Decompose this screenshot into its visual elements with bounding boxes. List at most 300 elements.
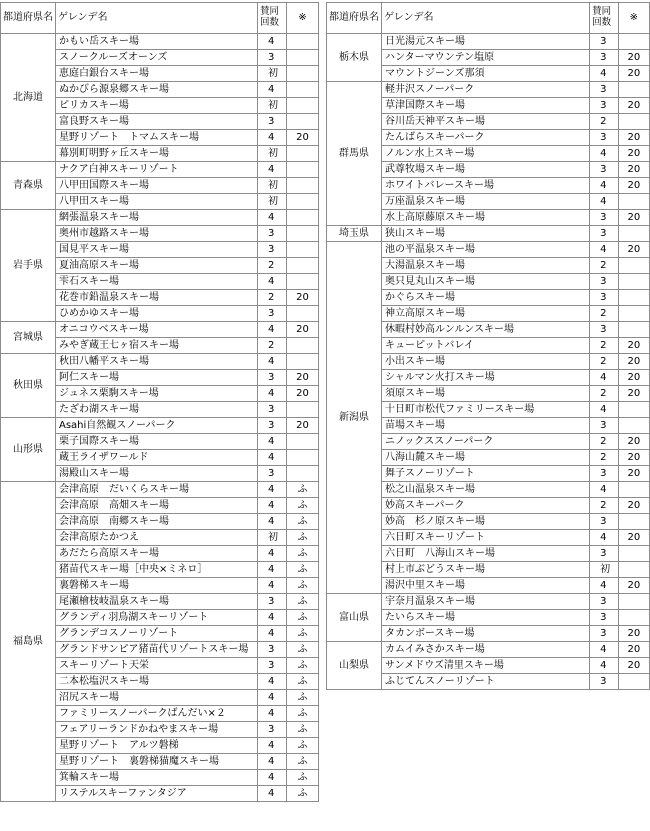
count-cell: 4 — [258, 274, 287, 290]
table-row — [327, 642, 650, 658]
resort-name-cell: 湯殿山スキー場 — [56, 466, 258, 482]
resort-name-cell: グランディ羽鳥湖スキーリゾート — [56, 610, 258, 626]
count-cell: 4 — [258, 770, 287, 786]
note-cell: ふ — [287, 514, 319, 530]
count-cell: 4 — [258, 130, 287, 146]
note-cell: 20 — [287, 370, 319, 386]
note-cell: ふ — [287, 546, 319, 562]
count-cell: 2 — [590, 258, 619, 274]
resort-name-cell: 大湯温泉スキー場 — [382, 258, 590, 274]
count-cell: 3 — [258, 466, 287, 482]
resort-name-cell: ナクア白神スキーリゾート — [56, 162, 258, 178]
note-cell: 20 — [618, 658, 649, 674]
header-count — [590, 3, 619, 34]
note-cell: 20 — [618, 66, 649, 82]
resort-name-cell: グランデコスノーリゾート — [56, 626, 258, 642]
prefecture-cell: 群馬県 — [327, 82, 382, 226]
prefecture-cell: 青森県 — [1, 162, 56, 210]
count-cell: 3 — [590, 290, 619, 306]
resort-name-cell: 武尊牧場スキー場 — [382, 162, 590, 178]
note-cell — [618, 546, 649, 562]
count-cell: 4 — [590, 370, 619, 386]
note-cell: ふ — [287, 722, 319, 738]
resort-name-cell: 小出スキー場 — [382, 354, 590, 370]
count-cell: 4 — [590, 194, 619, 210]
count-cell: 4 — [258, 786, 287, 802]
count-cell: 3 — [590, 98, 619, 114]
table-row — [1, 210, 319, 226]
resort-name-cell: ぬかびら源泉郷スキー場 — [56, 82, 258, 98]
count-cell: 3 — [590, 162, 619, 178]
count-cell: 2 — [590, 450, 619, 466]
resort-name-cell: リステルスキーファンタジア — [56, 786, 258, 802]
resort-name-cell: 猪苗代スキー場［中央×ミネロ］ — [56, 562, 258, 578]
count-cell: 3 — [590, 466, 619, 482]
resort-name-cell: 六日町スキーリゾート — [382, 530, 590, 546]
resort-table-left — [0, 2, 319, 802]
note-cell — [287, 402, 319, 418]
resort-name-cell: たんばらスキーパーク — [382, 130, 590, 146]
header-prefecture: 都道府県名 — [327, 3, 382, 34]
note-cell: ふ — [287, 786, 319, 802]
note-cell: 20 — [618, 98, 649, 114]
note-cell — [287, 434, 319, 450]
note-cell — [287, 450, 319, 466]
resort-name-cell: 沼尻スキー場 — [56, 690, 258, 706]
note-cell — [287, 114, 319, 130]
count-cell: 4 — [590, 66, 619, 82]
resort-name-cell: 幕別町明野ヶ丘スキー場 — [56, 146, 258, 162]
resort-name-cell: 恵庭白銀台スキー場 — [56, 66, 258, 82]
note-cell: 20 — [618, 370, 649, 386]
resort-name-cell: 谷川岳天神平スキー場 — [382, 114, 590, 130]
count-cell: 4 — [258, 434, 287, 450]
note-cell: 20 — [618, 498, 649, 514]
prefecture-cell: 栃木県 — [327, 34, 382, 82]
resort-name-cell: 星野リゾート アルツ磐梯 — [56, 738, 258, 754]
note-cell: ふ — [287, 610, 319, 626]
resort-name-cell: 裏磐梯スキー場 — [56, 578, 258, 594]
note-cell — [287, 306, 319, 322]
count-cell: 初 — [258, 66, 287, 82]
resort-name-cell: 国見平スキー場 — [56, 242, 258, 258]
resort-name-cell: 村上市ぶどうスキー場 — [382, 562, 590, 578]
note-cell: ふ — [287, 482, 319, 498]
resort-name-cell: 湯沢中里スキー場 — [382, 578, 590, 594]
count-cell: 4 — [258, 450, 287, 466]
count-cell: 初 — [590, 562, 619, 578]
prefecture-cell: 山形県 — [1, 418, 56, 482]
count-cell: 4 — [258, 82, 287, 98]
note-cell — [618, 482, 649, 498]
note-cell — [618, 34, 649, 50]
resort-name-cell: 会津高原 南郷スキー場 — [56, 514, 258, 530]
resort-name-cell: 会津高原たかつえ — [56, 530, 258, 546]
count-cell: 2 — [258, 338, 287, 354]
note-cell — [287, 34, 319, 50]
resort-name-cell: 花巻市鉛温泉スキー場 — [56, 290, 258, 306]
note-cell — [287, 274, 319, 290]
note-cell: 20 — [618, 354, 649, 370]
note-cell — [287, 226, 319, 242]
count-cell: 初 — [258, 194, 287, 210]
count-cell: 4 — [258, 610, 287, 626]
resort-name-cell: 池の平温泉スキー場 — [382, 242, 590, 258]
resort-name-cell: 蔵王ライザワールド — [56, 450, 258, 466]
note-cell: 20 — [618, 434, 649, 450]
resort-name-cell: キューピットバレイ — [382, 338, 590, 354]
resort-name-cell: 栗子国際スキー場 — [56, 434, 258, 450]
count-cell: 4 — [590, 402, 619, 418]
count-cell: 2 — [258, 258, 287, 274]
resort-name-cell: 六日町 八海山スキー場 — [382, 546, 590, 562]
note-cell — [618, 418, 649, 434]
resort-name-cell: 富良野スキー場 — [56, 114, 258, 130]
resort-name-cell: 妙高スキーパーク — [382, 498, 590, 514]
count-cell: 初 — [258, 178, 287, 194]
resort-name-cell: 十日町市松代ファミリースキー場 — [382, 402, 590, 418]
note-cell: 20 — [618, 466, 649, 482]
count-cell: 3 — [590, 514, 619, 530]
note-cell: 20 — [618, 178, 649, 194]
count-cell: 3 — [590, 50, 619, 66]
resort-name-cell: 会津高原 だいくらスキー場 — [56, 482, 258, 498]
count-cell: 4 — [590, 530, 619, 546]
resort-name-cell: みやぎ蔵王七ヶ宿スキー場 — [56, 338, 258, 354]
count-cell: 2 — [590, 354, 619, 370]
count-cell: 3 — [258, 226, 287, 242]
count-cell: 初 — [258, 98, 287, 114]
count-cell: 4 — [258, 754, 287, 770]
note-cell — [618, 594, 649, 610]
resort-name-cell: グランドサンピア猪苗代リゾートスキー場 — [56, 642, 258, 658]
resort-name-cell: 草津国際スキー場 — [382, 98, 590, 114]
resort-name-cell: 秋田八幡平スキー場 — [56, 354, 258, 370]
count-cell: 3 — [258, 50, 287, 66]
resort-name-cell: 水上高原藤原スキー場 — [382, 210, 590, 226]
prefecture-cell: 北海道 — [1, 34, 56, 162]
resort-name-cell: カムイみさかスキー場 — [382, 642, 590, 658]
table-row — [1, 482, 319, 498]
table-row — [1, 34, 319, 50]
count-cell: 4 — [258, 210, 287, 226]
count-cell: 4 — [258, 578, 287, 594]
resort-name-cell: かもい岳スキー場 — [56, 34, 258, 50]
note-cell: 20 — [618, 146, 649, 162]
prefecture-cell: 埼玉県 — [327, 226, 382, 242]
resort-name-cell: ノルン水上スキー場 — [382, 146, 590, 162]
count-cell: 2 — [590, 498, 619, 514]
note-cell — [287, 162, 319, 178]
count-cell: 4 — [590, 658, 619, 674]
note-cell — [287, 66, 319, 82]
resort-name-cell: 星野リゾート トマムスキー場 — [56, 130, 258, 146]
resort-name-cell: 宇奈月温泉スキー場 — [382, 594, 590, 610]
count-cell: 4 — [258, 690, 287, 706]
note-cell: 20 — [618, 386, 649, 402]
count-cell: 3 — [590, 226, 619, 242]
count-cell: 3 — [590, 322, 619, 338]
count-cell: 4 — [258, 706, 287, 722]
resort-name-cell: 軽井沢スノーパーク — [382, 82, 590, 98]
note-cell: 20 — [618, 130, 649, 146]
resort-table-right — [326, 2, 650, 690]
note-cell — [618, 610, 649, 626]
resort-name-cell: 奥州市越路スキー場 — [56, 226, 258, 242]
resort-name-cell: かぐらスキー場 — [382, 290, 590, 306]
resort-name-cell: 八甲田スキー場 — [56, 194, 258, 210]
note-cell — [287, 242, 319, 258]
header-prefecture: 都道府県名 — [1, 3, 56, 34]
count-cell: 3 — [590, 82, 619, 98]
note-cell — [618, 402, 649, 418]
note-cell — [618, 514, 649, 530]
count-cell: 4 — [258, 514, 287, 530]
note-cell: 20 — [287, 418, 319, 434]
resort-name-cell: たざわ湖スキー場 — [56, 402, 258, 418]
table-header-row — [327, 3, 650, 34]
count-cell: 4 — [258, 674, 287, 690]
table-row — [327, 594, 650, 610]
count-cell: 3 — [258, 114, 287, 130]
note-cell: ふ — [287, 642, 319, 658]
prefecture-cell: 宮城県 — [1, 322, 56, 354]
count-cell: 3 — [590, 626, 619, 642]
note-cell: 20 — [287, 130, 319, 146]
table-row — [327, 82, 650, 98]
resort-name-cell: マウントジーンズ那須 — [382, 66, 590, 82]
count-cell: 3 — [258, 722, 287, 738]
count-cell: 初 — [258, 146, 287, 162]
table-row — [327, 226, 650, 242]
count-cell: 4 — [258, 386, 287, 402]
resort-name-cell: 阿仁スキー場 — [56, 370, 258, 386]
count-cell: 3 — [258, 242, 287, 258]
count-cell: 4 — [590, 642, 619, 658]
count-cell: 3 — [258, 642, 287, 658]
note-cell — [618, 226, 649, 242]
note-cell: 20 — [618, 50, 649, 66]
resort-name-cell: Asahi自然観スノーパーク — [56, 418, 258, 434]
resort-name-cell: たいらスキー場 — [382, 610, 590, 626]
resort-name-cell: 八海山麓スキー場 — [382, 450, 590, 466]
note-cell: ふ — [287, 530, 319, 546]
count-cell: 4 — [258, 354, 287, 370]
table-header-row — [1, 3, 319, 34]
note-cell: 20 — [618, 162, 649, 178]
note-cell — [618, 562, 649, 578]
resort-name-cell: ピリカスキー場 — [56, 98, 258, 114]
count-cell: 初 — [258, 530, 287, 546]
note-cell: 20 — [618, 626, 649, 642]
table-row — [1, 162, 319, 178]
note-cell — [618, 274, 649, 290]
resort-name-cell: サンメドウズ清里スキー場 — [382, 658, 590, 674]
resort-name-cell: ホワイトバレースキー場 — [382, 178, 590, 194]
count-cell: 3 — [258, 306, 287, 322]
note-cell — [618, 194, 649, 210]
resort-name-cell: タカンボースキー場 — [382, 626, 590, 642]
resort-name-cell: 神立高原スキー場 — [382, 306, 590, 322]
resort-name-cell: フェアリーランドかねやまスキー場 — [56, 722, 258, 738]
table-row — [1, 322, 319, 338]
count-cell: 4 — [258, 34, 287, 50]
resort-name-cell: オニコウベスキー場 — [56, 322, 258, 338]
count-cell: 3 — [258, 402, 287, 418]
note-cell — [618, 674, 649, 690]
resort-name-cell: 狭山スキー場 — [382, 226, 590, 242]
count-cell: 3 — [258, 370, 287, 386]
count-cell: 2 — [258, 290, 287, 306]
resort-name-cell: 雫石スキー場 — [56, 274, 258, 290]
note-cell: ふ — [287, 738, 319, 754]
count-cell: 2 — [590, 338, 619, 354]
note-cell: 20 — [287, 290, 319, 306]
resort-name-cell: 舞子スノーリゾート — [382, 466, 590, 482]
count-cell: 3 — [258, 418, 287, 434]
resort-name-cell: シャルマン火打スキー場 — [382, 370, 590, 386]
resort-name-cell: 尾瀬檜枝岐温泉スキー場 — [56, 594, 258, 610]
note-cell — [287, 146, 319, 162]
header-count-label: 賛同 回数 — [260, 6, 280, 28]
note-cell: ふ — [287, 578, 319, 594]
count-cell: 3 — [590, 210, 619, 226]
note-cell: 20 — [618, 642, 649, 658]
note-cell — [618, 306, 649, 322]
header-resort-name: ゲレンデ名 — [382, 3, 590, 34]
resort-name-cell: 須原スキー場 — [382, 386, 590, 402]
resort-name-cell: ファミリースノーパークばんだい×２ — [56, 706, 258, 722]
prefecture-cell: 山梨県 — [327, 642, 382, 690]
note-cell: ふ — [287, 754, 319, 770]
count-cell: 3 — [590, 594, 619, 610]
count-cell: 3 — [590, 130, 619, 146]
count-cell: 4 — [258, 498, 287, 514]
resort-name-cell: 八甲田国際スキー場 — [56, 178, 258, 194]
resort-name-cell: 松之山温泉スキー場 — [382, 482, 590, 498]
count-cell: 4 — [590, 146, 619, 162]
count-cell: 3 — [590, 674, 619, 690]
note-cell: ふ — [287, 626, 319, 642]
count-cell: 2 — [590, 306, 619, 322]
count-cell: 2 — [590, 386, 619, 402]
count-cell: 3 — [590, 34, 619, 50]
count-cell: 4 — [258, 546, 287, 562]
note-cell — [287, 194, 319, 210]
resort-name-cell: 夏油高原スキー場 — [56, 258, 258, 274]
prefecture-cell: 富山県 — [327, 594, 382, 642]
note-cell — [287, 258, 319, 274]
resort-name-cell: 会津高原 高畑スキー場 — [56, 498, 258, 514]
note-cell — [618, 82, 649, 98]
count-cell: 4 — [258, 562, 287, 578]
resort-name-cell: あだたら高原スキー場 — [56, 546, 258, 562]
note-cell — [287, 210, 319, 226]
note-cell: 20 — [618, 530, 649, 546]
header-resort-name: ゲレンデ名 — [56, 3, 258, 34]
note-cell — [287, 50, 319, 66]
resort-name-cell: ハンターマウンテン塩原 — [382, 50, 590, 66]
header-count — [258, 3, 287, 34]
note-cell: 20 — [618, 338, 649, 354]
header-count-label: 賛同 回数 — [592, 6, 612, 28]
count-cell: 4 — [258, 162, 287, 178]
note-cell: 20 — [618, 210, 649, 226]
note-cell — [618, 114, 649, 130]
note-cell: ふ — [287, 690, 319, 706]
note-cell — [287, 98, 319, 114]
note-cell: ふ — [287, 658, 319, 674]
resort-name-cell: 網張温泉スキー場 — [56, 210, 258, 226]
count-cell: 3 — [590, 274, 619, 290]
note-cell — [618, 322, 649, 338]
note-cell: ふ — [287, 706, 319, 722]
note-cell: 20 — [618, 242, 649, 258]
resort-name-cell: 日光湯元スキー場 — [382, 34, 590, 50]
table-row — [1, 354, 319, 370]
resort-name-cell: ふじてんスノーリゾート — [382, 674, 590, 690]
count-cell: 3 — [258, 658, 287, 674]
note-cell: ふ — [287, 498, 319, 514]
count-cell: 3 — [590, 610, 619, 626]
header-note: ※ — [618, 3, 649, 34]
note-cell — [287, 178, 319, 194]
count-cell: 3 — [590, 418, 619, 434]
count-cell: 4 — [258, 626, 287, 642]
resort-name-cell: スキーリゾート天栄 — [56, 658, 258, 674]
note-cell: 20 — [287, 386, 319, 402]
note-cell — [287, 466, 319, 482]
count-cell: 4 — [590, 482, 619, 498]
count-cell: 4 — [258, 738, 287, 754]
note-cell: ふ — [287, 770, 319, 786]
resort-name-cell: 二本松塩沢スキー場 — [56, 674, 258, 690]
prefecture-cell: 秋田県 — [1, 354, 56, 418]
note-cell — [287, 338, 319, 354]
note-cell — [618, 290, 649, 306]
resort-name-cell: ニノックススノーパーク — [382, 434, 590, 450]
count-cell: 4 — [258, 322, 287, 338]
prefecture-cell: 岩手県 — [1, 210, 56, 322]
count-cell: 4 — [590, 578, 619, 594]
resort-name-cell: 箕輪スキー場 — [56, 770, 258, 786]
table-row — [1, 418, 319, 434]
count-cell: 4 — [590, 178, 619, 194]
header-note: ※ — [287, 3, 319, 34]
count-cell: 4 — [258, 482, 287, 498]
note-cell: 20 — [618, 578, 649, 594]
resort-name-cell: 奥只見丸山スキー場 — [382, 274, 590, 290]
note-cell — [287, 82, 319, 98]
prefecture-cell: 福島県 — [1, 482, 56, 802]
count-cell: 3 — [258, 594, 287, 610]
resort-name-cell: 星野リゾート 裏磐梯猫魔スキー場 — [56, 754, 258, 770]
prefecture-cell: 新潟県 — [327, 242, 382, 594]
resort-name-cell: ジュネス栗駒スキー場 — [56, 386, 258, 402]
table-row — [327, 242, 650, 258]
table-row — [327, 34, 650, 50]
resort-name-cell: 万座温泉スキー場 — [382, 194, 590, 210]
resort-name-cell: 妙高 杉ノ原スキー場 — [382, 514, 590, 530]
resort-name-cell: スノークルーズオーンズ — [56, 50, 258, 66]
count-cell: 2 — [590, 434, 619, 450]
count-cell: 3 — [590, 546, 619, 562]
resort-name-cell: 苗場スキー場 — [382, 418, 590, 434]
note-cell: 20 — [618, 450, 649, 466]
resort-name-cell: ひめかゆスキー場 — [56, 306, 258, 322]
note-cell — [287, 354, 319, 370]
note-cell — [618, 258, 649, 274]
